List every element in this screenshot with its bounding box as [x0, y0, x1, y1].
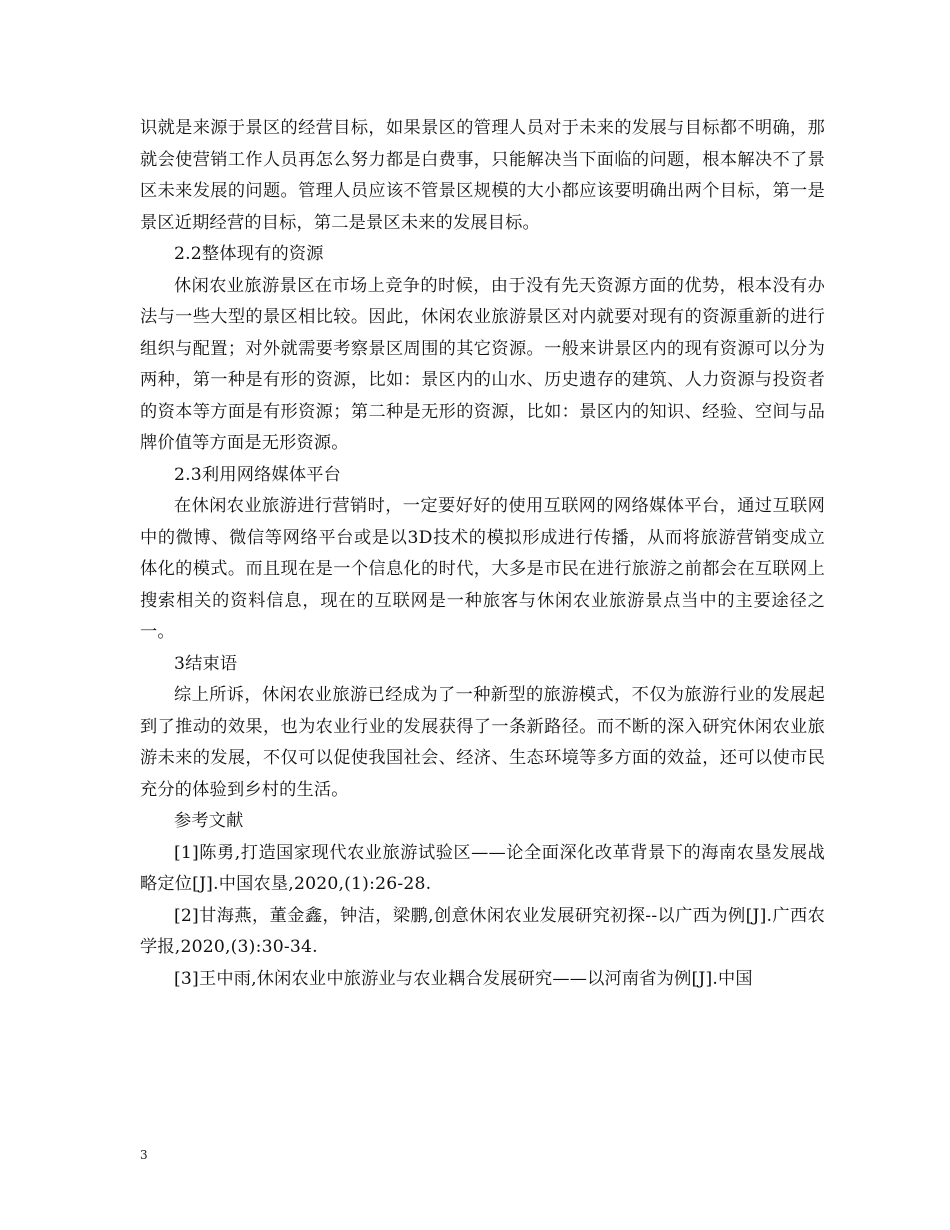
reference-item-3: [3]王中雨,休闲农业中旅游业与农业耦合发展研究——以河南省为例[J].中国: [174, 968, 753, 989]
page-number: 3: [140, 1148, 148, 1162]
paragraph-resources: 休闲农业旅游景区在市场上竞争的时候，由于没有先天资源方面的优势，根本没有办法与一些大型的景区相比较。因此，休闲农业旅游景区对内就要对现有的资源重新的进行组织与配置；对外就需要考察景区周围的其它资源。一般来讲景区内的现有资源可以分为两种，第一种是有形的资源，比如：景区内的山水、历史遗存的建筑、人力资源与投资者的资本等方面是有形资源；第二种是无形的资源，比如：景区内的知识、经验、空间与品牌价值等方面是无形资源。: [140, 275, 825, 453]
paragraph-network-media: 在休闲农业旅游进行营销时，一定要好好的使用互联网的网络媒体平台，通过互联网中的微博、微信等网络平台或是以3D技术的模拟形成进行传播，从而将旅游营销变成立体化的模式。而且现在是一个信息化的时代，大多是市民在进行旅游之前都会在互联网上搜索相关的资料信息，现在的互联网是一种旅客与休闲农业旅游景点当中的主要途径之一。: [140, 496, 825, 642]
paragraph-conclusion: 综上所诉，休闲农业旅游已经成为了一种新型的旅游模式，不仅为旅游行业的发展起到了推动的效果，也为农业行业的发展获得了一条新路径。而不断的深入研究休闲农业旅游未来的发展，不仅可以促使我国社会、经济、生态环境等多方面的效益，还可以使市民充分的体验到乡村的生活。: [140, 685, 825, 800]
section-heading-3: 3结束语: [174, 653, 238, 674]
document-body: [140, 113, 825, 995]
section-heading-2-3: 2.3利用网络媒体平台: [174, 464, 342, 485]
paragraph-continuation: 识就是来源于景区的经营目标，如果景区的管理人员对于未来的发展与目标都不明确，那就会使营销工作人员再怎么努力都是白费事，只能解决当下面临的问题，根本解决不了景区未来发展的问题。管理人员应该不管景区规模的大小都应该要明确出两个目标，第一是景区近期经营的目标，第二是景区未来的发展目标。: [140, 118, 825, 233]
reference-item-1: [1]陈勇,打造国家现代农业旅游试验区——论全面深化改革背景下的海南农垦发展战略定位[J].中国农垦,2020,(1):26-28.: [140, 842, 825, 894]
references-heading: 参考文献: [174, 811, 244, 831]
reference-item-2: [2]甘海燕，董金鑫，钟洁，梁鹏,创意休闲农业发展研究初探--以广西为例[J].广西农学报,2020,(3):30-34.: [140, 905, 825, 957]
section-heading-2-2: 2.2整体现有的资源: [174, 244, 324, 264]
